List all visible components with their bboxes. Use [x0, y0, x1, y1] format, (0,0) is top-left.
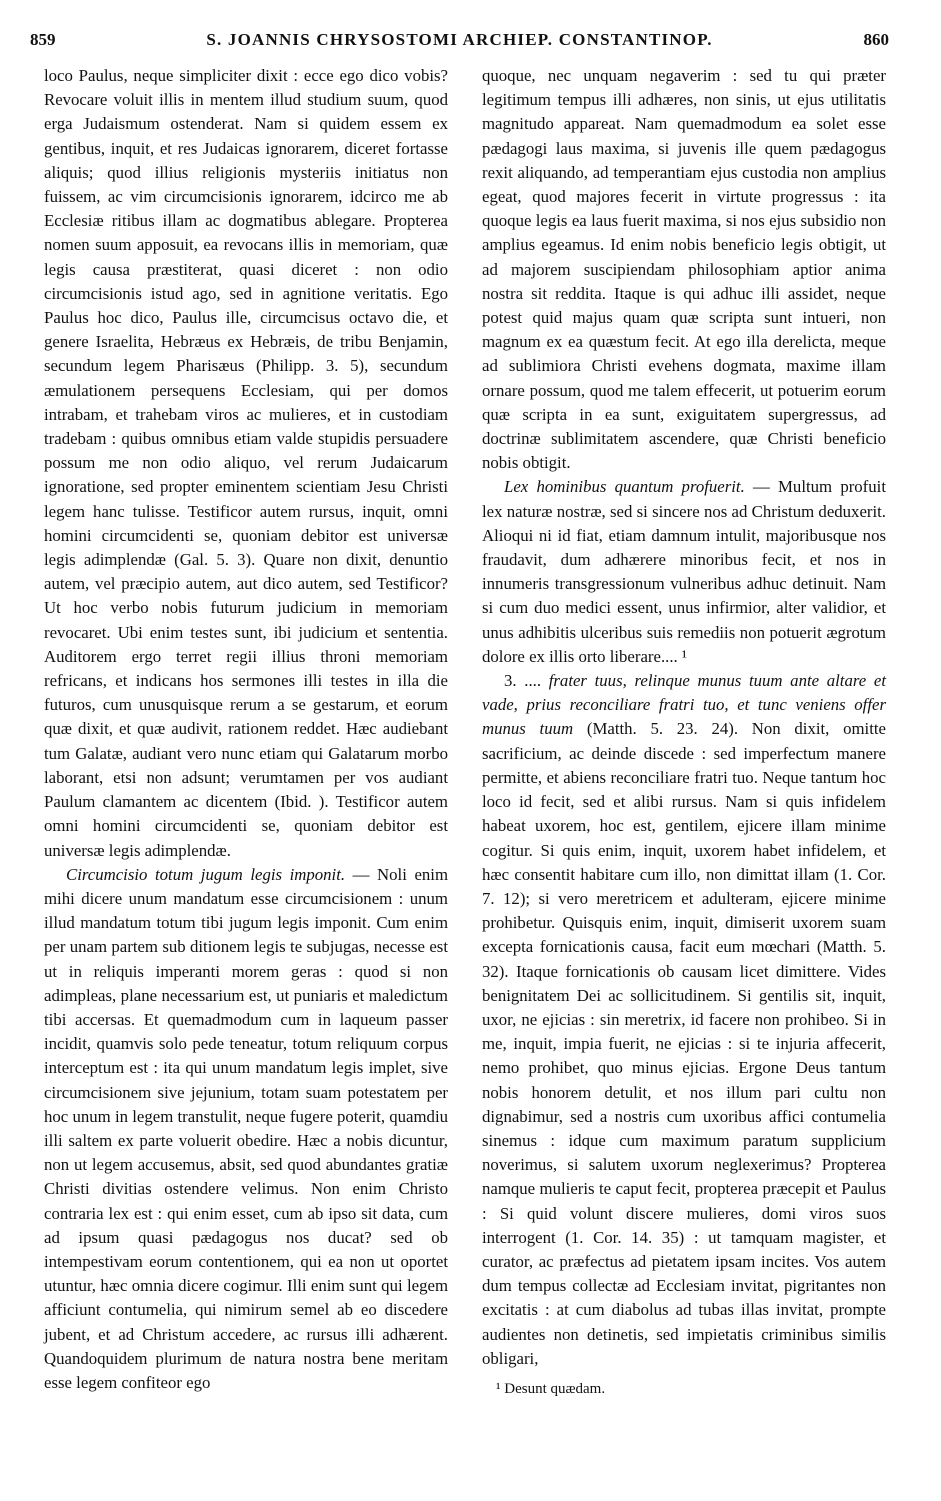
right-paragraph-1: quoque, nec unquam negaverim : sed tu qui præter legitimum tempus illi adhæres, non sinis, ut ejus utilitatis magnitudo appareat. Nam quemadmodum ea solet esse pædagogi laus maxima, si juvenis ille quem pædagogus rexit aliquando, ad temperantiam ejus custodia non amplius egeat, quod majores fecerit in virtute progressus : ita quoque legis ea laus fuerit maxima, si nos ejus subsidio non amplius egeamus. Id enim nobis beneficio legis obtigit, ut ad majorem suscipiendam philosophiam aptior anima nostra sit reddita. Itaque is qui adhuc illi assidet, neque potest quid majus quam quæ scripta sunt intueri, non magnum ex ea quæstum fecit. At ego illa derelicta, meque ad sublimiora Christi evehens dogmata, maxime illam ornare possum, quod me talem effecerit, ut potuerim eorum quæ scripta in ea sunt, exiguitatem supergressus, ad doctrinæ sublimitatem ascendere, quæ Christi beneficio nobis obtigit. — [482, 66, 886, 473]
left-subheading: Circumcisio totum jugum legis imponit. — [66, 864, 346, 884]
left-paragraph-1: loco Paulus, neque simpliciter dixit : ecce ego dico vobis? Revocare voluit illis in mentem illud studium suum, quod erga Judaismum ostenderat. Nam si quidem essem ex gentibus, inquit, et res Judaicas ignorarem, diceret fortasse aliquis; quod illius religionis mysteriis initiatus non fuissem, ac vim circumcisionis ignorarem, idcirco me ab Ecclesiæ ritibus illam ac dogmatibus ablegare. Propterea nomen suum apposuit, ea revocans illis in memoriam, quæ legis causa præstiterat, quasi diceret : non odio circumcisionis istud ago, sed in agnitione veritatis. Ego Paulus hoc dico, Paulus ille, circumcisus octavo die, et genere Israelita, Hebræus ex Hebræis, de tribu Benjamin, secundum legem Pharisæus (Philipp. 3. 5), secundum æmulationem persequens Ecclesiam, qui per domos intrabam, et trahebam viros ac mulieres, et in custodiam tradebam : quibus omnibus etiam valde stupidis persuadere possum me non odio aliquo, vel rerum Judaicarum ignoratione, sed propter eminentem scientiam Jesu Christi legem hanc tulisse. Testificor autem rursus, inquit, omni homini circumcidenti se, quoniam debitor est universæ legis adimplendæ (Gal. 5. 3). Quare non dixit, denuntio autem, vel præcipio autem, aut dico autem, sed Testificor? Ut hoc verbo nobis futurum judicium in memoriam revocaret. Ubi enim testes sunt, ibi judicium et sententia. Auditorem ergo terret regii illius throni memoriam refricans, et indicans hos sermones illi testes in illa die futuros, cum unusquisque rerum a se gestarum, et eorum quæ dixit, et quæ audivit, rationem reddet. Hæc audiebant tum Galatæ, audiant vero nunc etiam qui Galatarum morbo laborant, etsi non adsunt; verumtamen per vos audiant Paulum clamantem ac dicentem (Ibid. ). Testificor autem omni homini circumcidenti se, quoniam debitor est universæ legis adimplendæ. — [44, 66, 448, 860]
section-number: 3. .... — [504, 671, 542, 691]
footnote: ¹ Desunt quædam. — [496, 1380, 606, 1397]
right-paragraph-2-text: — Multum profuit lex naturæ nostræ, sed si sincere nos ad Christum deduxerit. Alioqui ni id fiat, etiam damnum intulit, majoribusque nos fraudavit, dum adhærere minoribus fecit, et nos in innumeris transgressionum vulneribus adhuc detinuit. Nam si cum duo medici essent, unus infirmior, alter validior, et unus adhibitis ulceribus suis remediis non potuerit ægrotum dolore ex illis orto liberare.... ¹ — [482, 477, 886, 666]
running-header — [30, 30, 889, 58]
running-title: S. JOANNIS CHRYSOSTOMI ARCHIEP. CONSTANTINOP. — [206, 30, 713, 49]
left-paragraph-2-text: — Noli enim mihi dicere unum mandatum esse circumcisionem : unum illud mandatum totum tibi jugum legis imponit. Cum enim per unam partem sub ditionem legis te subjugas, necesse est ut in reliquis imperanti morem geras : quod si non adimpleas, plane necessarium est, ut puniaris et maledictum tibi accersas. Et quemadmodum cum in laqueum passer incidit, quamvis solo pede teneatur, totum reliquum corpus interceptum est : ita qui unum mandatum legis implet, sive circumcisionem sive jejunium, totam suam potestatem per hoc unum in legem transtulit, neque fugere poterit, quamdiu illi saltem ex parte voluerit obedire. Hæc a nobis dicuntur, non ut legem accusemus, absit, sed quod abundantes gratiæ Christi divitias ostendere velimus. Non enim Christo contraria lex est : qui enim esset, cum ab ipso sit data, cum ad ipsum quasi pædagogus nos ducat? sed ob intempestivam eorum contentionem, qui ea non ut oportet utuntur, hæc omnia dicere cogimur. Illi enim sunt qui legem afficiunt contumelia, qui nimirum semel ab eo discedere jubent, et ad Christum accedere, ac rursus illi adhærent. Quandoquidem plurimum de natura nostra bene meritam esse legem confiteor ego — [44, 864, 449, 1392]
page-number-left: 859 — [30, 30, 56, 49]
right-paragraph-2 — [482, 475, 886, 669]
scripture-quote: frater tuus, relinque munus tuum ante altare et vade, prius reconciliare fratri tuo, et tunc veniens offer munus tuum — [482, 671, 886, 739]
page-number-right: 860 — [863, 30, 889, 49]
right-column — [482, 64, 886, 1401]
left-paragraph-2 — [44, 863, 448, 1395]
right-paragraph-3 — [482, 669, 886, 1371]
right-subheading: Lex hominibus quantum profuerit. — [504, 477, 745, 497]
left-column — [44, 64, 448, 1395]
right-paragraph-3-text: (Matth. 5. 23. 24). Non dixit, omitte sacrificium, ac deinde discede : sed imperfectum manere permitte, et abiens reconciliare fratri tuo. Neque tantum hoc loco id fecit, sed et alibi rursus. Nam si quis infidelem habeat uxorem, hoc est, gentilem, ejicere illam minime cogitur. Si quis enim, inquit, uxorem habet infidelem, et hæc consentit habitare cum illo, non dimittat illam (1. Cor. 7. 12); si vero meretricem et adulteram, ejicere minime prohibetur. Quisquis enim, inquit, dimiserit uxorem suam excepta fornicationis causa, facit eum mœchari (Matth. 5. 32). Itaque fornicationis ob causam licet dimittere. Vides benignitatem Dei ac sollicitudinem. Si gentilis sit, inquit, uxor, ne ejicias : sin meretrix, id facere non prohibeo. Si in me, inquit, impia fuerit, ne ejicias : si te injuria affecerit, nemo prohibet, quo minus ejicias. Ergone Deus tantum nobis honorem detulit, et nos illum pari cultu non dignabimur, sed a nostris cum uxoribus affici contumelia sinemus : idque cum maximum paratum supplicium noverimus, si salutem uxorum neglexerimus? Propterea namque mulieris te caput fecit, propterea præcepit et Paulus : Si quid volunt discere mulieres, domi viros suos interrogent (1. Cor. 14. 35) : ut tamquam magister, et curator, ac præfectus ad pietatem ipsam incites. Vos autem dum tempus collectæ ad Ecclesiam invitat, pigritantes non excitatis : at cum diabolus ad tubas illas invitat, prompte audientes non detinetis, sed impietatis criminibus similis obligari, — [482, 719, 886, 1368]
